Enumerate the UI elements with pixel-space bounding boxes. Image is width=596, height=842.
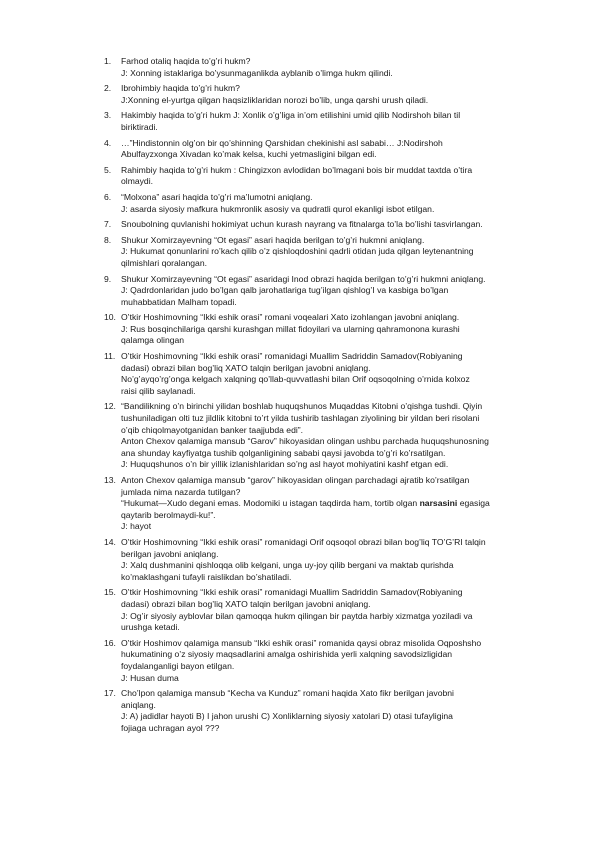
question-number: 4.: [104, 137, 112, 148]
text-line: J: Xonning istaklariga bo’ysunmaganlikda ayblanib o’limga hukm qilindi.: [121, 67, 393, 78]
text-line: O’tkir Hoshimovning “Ikki eshik orasi” romani voqealari Xato izohlangan javobni aniqlang.: [121, 312, 460, 323]
text-line: No’g’ayqo’rg’onga kelgach xalqning qo’llab-quvvatlashi bilan Orif oqsoqolning o’rnida kolxoz: [121, 374, 470, 385]
text-line: hukumatining o’z siyosiy maqsadlarini amalga oshirishida yerli xalqning savodsizligidan: [121, 649, 453, 660]
text-line: dadasi) obrazi bilan bog’liq XATO talqin berilgan javobni aniqlang.: [121, 598, 371, 609]
text-line: Anton Chexov qalamiga mansub “Garov” hikoyasidan olingan ushbu parchada huquqshunosning: [121, 436, 489, 447]
text-line: Abulfayzxonga Xivadan ko’mak kelsa, kuchi yetmasligini bilgan edi.: [121, 149, 377, 160]
text-line: O’tkir Hoshimovning “Ikki eshik orasi” romanidagi Muallim Sadriddin Samadov(Robiyaning: [121, 587, 463, 598]
question-number: 17.: [104, 688, 116, 699]
text-line: J: Rus bosqinchilariga qarshi kurashgan millat fidoyilari va ularning qahramonona kurashi: [121, 323, 460, 334]
text-line: urushga ketadi.: [121, 622, 180, 633]
question-number: 1.: [104, 56, 112, 66]
text-line: qaytarib berolmaydi-ku!”.: [121, 509, 216, 520]
quote-line: [121, 498, 556, 510]
text-line: ko’maklashgani tufayli raislikdan bo’shatiladi.: [121, 571, 292, 582]
text-line: J: Husan duma: [121, 672, 179, 683]
question-number: 16.: [104, 637, 116, 648]
question-list: [0, 56, 596, 738]
question-item: [0, 401, 596, 475]
text-line: J: Hukumat qonunlarini ro’kach qilib o’z qishloqdoshini qadrli otidan juda qilgan leytenantning: [121, 246, 474, 257]
text-line: berilgan javobni aniqlang.: [121, 548, 219, 559]
text-line: O’tkir Hoshimov qalamiga mansub “Ikki eshik orasi” romanida qaysi obraz misolida Oqposhsho: [121, 637, 482, 648]
question-number: 10.: [104, 312, 116, 323]
question-item: [0, 475, 596, 537]
text-line: Shukur Xomirzayevning “Ot egasi” asari haqida berilgan to’g’ri hukmni aniqlang.: [121, 234, 425, 245]
question-item: [0, 274, 596, 313]
text-line: raisi qilib saylanadi.: [121, 385, 196, 396]
text-line: Cho’lpon qalamiga mansub “Kecha va Kunduz” romani haqida Xato fikr berilgan javobni: [121, 688, 454, 699]
text-line: Snoubolning quvlanishi hokimiyat uchun kurash nayrang va fitnalarga to’la bo’lishi tasvirlangan.: [121, 219, 483, 230]
text-line: o’qib chiqolmayotganidan banker taajjubda edi”.: [121, 424, 304, 435]
text-line: J: Qadrdonlaridan judo bo’lgan qalb jarohatlariga tug’ilgan qishlog’I va kasbiga bo’lgan: [121, 285, 449, 296]
question-number: 8.: [104, 234, 112, 245]
text-line: Shukur Xomirzayevning “Ot egasi” asaridagi Inod obrazi haqida berilgan to’g’ri hukmni aniqlang.: [121, 273, 486, 284]
text-line: qalamga olingan: [121, 335, 185, 346]
highlighted-word: narsasini: [419, 498, 458, 509]
text-line: dadasi) obrazi bilan bog’liq XATO talqin berilgan javobni aniqlang.: [121, 362, 371, 373]
question-item: [0, 638, 596, 688]
text-line: J: Huquqshunos o’n bir yillik izlanishlaridan so’ng asl hayot mohiyatini kashf etgan edi.: [121, 459, 449, 470]
text-line: biriktiradi.: [121, 121, 158, 132]
question-number: 9.: [104, 273, 112, 284]
question-number: 11.: [104, 351, 116, 362]
question-item: [0, 235, 596, 274]
text-line: Anton Chexov qalamiga mansub “garov” hikoyasidan olingan parchadagi ajratib ko’rsatilgan: [121, 475, 470, 485]
question-number: 5.: [104, 164, 112, 175]
text-line: tushuniladigan olti tuz jildlik kitobni to’rt yilda tushirib tashlagan ziyolining bir yildan beri risolani: [121, 413, 480, 424]
question-number: 7.: [104, 219, 112, 230]
question-number: 13.: [104, 475, 116, 485]
text-line: ana shunday kayfiyatga tushib qolganligining sababi qaysi javobda to’g’ri ko’rsatilgan.: [121, 447, 446, 458]
text-line: muhabbatidan Malham topadi.: [121, 296, 237, 307]
text-line: foydalanganligi bayon etilgan.: [121, 660, 235, 671]
question-item: [0, 165, 596, 192]
question-item: [0, 219, 596, 235]
text-line: J: asarda siyosiy mafkura hukmronlik asosiy va qudratli qurol ekanligi isbot etilgan.: [121, 203, 435, 214]
text-line: J:Xonning el-yurtga qilgan haqsizliklaridan norozi bo’lib, unga qarshi urush qiladi.: [121, 94, 429, 105]
text-line: qilmishlari qoralangan.: [121, 257, 207, 268]
quote-text: egasiga: [457, 498, 490, 509]
question-number: 12.: [104, 401, 116, 412]
question-item: [0, 351, 596, 401]
text-line: O’tkir Hoshimovning “Ikki eshik orasi” romanidagi Muallim Sadriddin Samadov(Robiyaning: [121, 351, 463, 362]
question-item: [0, 587, 596, 637]
text-line: J: A) jadidlar hayoti B) I jahon urushi C) Xonliklarning siyosiy xatolari D) otasi tufayligina: [121, 711, 453, 722]
question-number: 3.: [104, 110, 112, 121]
text-line: “Molxona” asari haqida to’g’ri ma’lumotni aniqlang.: [121, 191, 313, 202]
question-item: [0, 83, 596, 110]
text-line: Rahimbiy haqida to’g’ri hukm : Chingizxon avlodidan bo’lmagani bois bir muddat taxtda o’tira: [121, 164, 473, 175]
question-item: [0, 138, 596, 165]
text-line: olmaydi.: [121, 176, 153, 187]
quote-text: “Hukumat—Xudo degani emas. Modomiki u istagan taqdirda ham, tortib olgan: [121, 498, 420, 509]
question-item: [0, 110, 596, 137]
text-line: J: Og’ir siyosiy ayblovlar bilan qamoqqa hukm qilingan bir paytda harbiy xizmatga yoziladi va: [121, 610, 473, 621]
question-number: 14.: [104, 536, 116, 547]
text-line: jumlada nima nazarda tutilgan?: [121, 486, 241, 497]
question-item: [0, 56, 596, 83]
text-line: Farhod otaliq haqida to’g’ri hukm?: [121, 56, 251, 66]
question-item: [0, 537, 596, 587]
text-line: aniqlang.: [121, 699, 156, 710]
text-line: fojiaga uchragan ayol ???: [121, 722, 220, 733]
text-line: Ibrohimbiy haqida to’g’ri hukm?: [121, 83, 240, 94]
text-line: …”Hindistonnin olg’on bir qo’shinning Qarshidan chekinishi asl sababi… J:Nodirshoh: [121, 137, 443, 148]
question-item: [0, 688, 596, 738]
question-item: [0, 192, 596, 219]
question-number: 15.: [104, 587, 116, 598]
question-number: 2.: [104, 83, 112, 94]
question-number: 6.: [104, 191, 112, 202]
text-line: “Bandilikning o’n birinchi yilidan boshlab huquqshunos Muqaddas Kitobni o’qishga tushdi. Qiyin: [121, 401, 483, 412]
question-item: [0, 312, 596, 351]
text-line: J: Xalq dushmanini qishloqqa olib kelgani, unga uy-joy qilib bergani va maktab qurishda: [121, 560, 454, 571]
text-line: Hakimbiy haqida to’g’ri hukm J: Xonlik o’g’liga in’om etilishini umid qilib Nodirshoh bilan til: [121, 110, 461, 121]
text-line: J: hayot: [121, 521, 152, 532]
text-line: O’tkir Hoshimovning “Ikki eshik orasi” romanidagi Orif oqsoqol obrazi bilan bog’liq TO’G’RI talqin: [121, 536, 486, 547]
